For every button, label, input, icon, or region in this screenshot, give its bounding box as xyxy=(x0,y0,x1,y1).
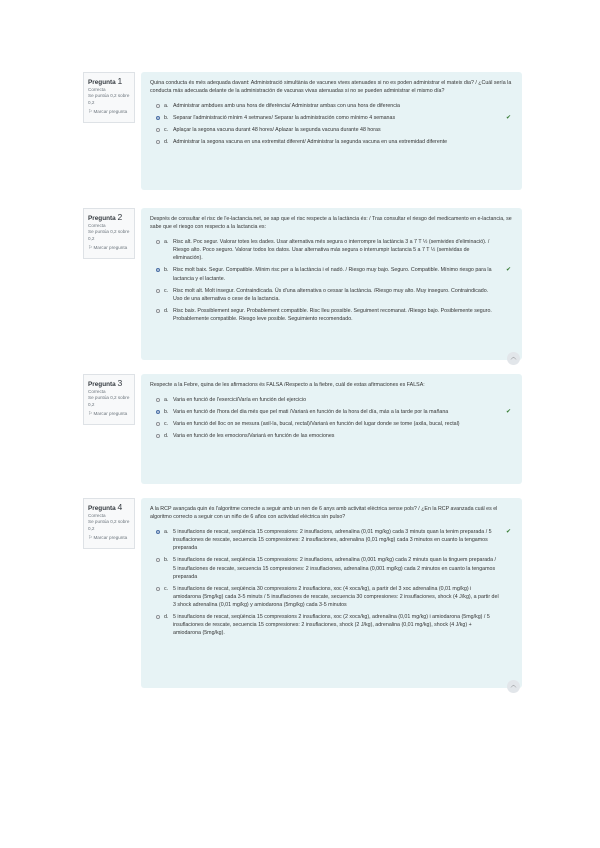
flag-icon: ⚐ xyxy=(88,411,93,418)
radio-button[interactable] xyxy=(156,140,160,144)
collapse-button[interactable] xyxy=(507,352,520,365)
check-icon: ✔ xyxy=(505,409,511,416)
check-icon: ✔ xyxy=(505,267,511,274)
question-status: Correcta xyxy=(88,389,106,394)
radio-button[interactable] xyxy=(156,268,160,272)
answer-option[interactable]: b. Varia en funció de l'hora del dia més que pel mati /Variará en función de la hora del día, más a la tarde por la mañana ✔ xyxy=(150,408,513,416)
check-icon: ✔ xyxy=(505,529,511,536)
question-content xyxy=(141,374,522,484)
question-text: Quina conducta és més adequada davant: Administració simultània de vacunes vives atenuades si no es poden administrar el mateix dia? / ¿Cuál sería la conducta más adecuada delante de la administración de vacunas vivas atenuadas si no se pueden administrar el mismo día? xyxy=(150,80,512,95)
answer-option[interactable]: a. Administrar ambdues amb una hora de diferència/ Administrar ambas con una hora de diferencia xyxy=(150,102,513,110)
answer-option[interactable]: a. Risc alt. Poc segur. Valorar totes les dades. Usar alternativa més segura o interrompre la lactància 3 a 7 T ½ (semivides d'eliminació). / Riesgo alto. Poco seguro. Valorar todos los datos. Usar alternativa más segura o interrumpir lactancia 5 a 7 T ½ (semividas de eliminación). xyxy=(150,238,513,262)
flag-question-button[interactable]: ⚐Marcar pregunta xyxy=(88,245,128,252)
answer-list xyxy=(150,528,513,637)
radio-button[interactable] xyxy=(156,240,160,244)
radio-button[interactable] xyxy=(156,587,160,591)
answer-option[interactable]: c. 5 insuflacions de rescat, seqüència 30 compressions 2 insuflacions, xoc (4 xocs/kg), a partir del 3 xoc adrenalina (0,01 mg/kg) i amiodarona (5mg/kg) cada 3-5 minuts / 5 insuflaciones de rescate, secuencia 30 compresiones: 2 insuflaciones, shock (4 J/kg), a partir del 3 shock adrenalina (0,01 mg/kg) y amiodarona (5mg/kg) cada 3-5 minutos xyxy=(150,585,513,609)
question-content xyxy=(141,72,522,190)
radio-button[interactable] xyxy=(156,530,160,534)
question-text: A la RCP avançada quin és l'algoritme correcte a seguir amb un nen de 6 anys amb activitat elèctrica sense pols? / ¿En la RCP avanzada cuál es el algoritmo correcto a seguir con un niño de 6 años con actividad eléctrica sin pulso? xyxy=(150,506,498,521)
question-4 xyxy=(83,498,522,688)
radio-button[interactable] xyxy=(156,309,160,313)
check-icon: ✔ xyxy=(505,115,511,122)
radio-button[interactable] xyxy=(156,615,160,619)
question-score: Se puntúa 0,2 sobre 0,2 xyxy=(88,395,130,407)
flag-question-button[interactable]: ⚐Marcar pregunta xyxy=(88,109,128,116)
answer-list xyxy=(150,102,513,146)
answer-option[interactable]: c. Aplaçar la segona vacuna durant 48 hores/ Aplazar la segunda vacuna durante 48 horas xyxy=(150,126,513,134)
question-info xyxy=(83,374,135,425)
answer-option[interactable]: c. Varia en funció del lloc on se mesura (axil·la, bucal, rectal)/Variará en función del lugar donde se tome (axila, bucal, rectal) xyxy=(150,420,513,428)
question-info xyxy=(83,498,135,549)
radio-button[interactable] xyxy=(156,434,160,438)
question-score: Se puntúa 0,2 sobre 0,2 xyxy=(88,93,130,105)
question-status: Correcta xyxy=(88,223,106,228)
chevron-up-icon: ︿ xyxy=(510,683,517,689)
answer-option[interactable]: c. Risc molt alt. Molt insegur. Contraindicada. Ús d'una alternativa o cessar la lactància. /Riesgo muy alto. Muy inseguro. Contraindicado. Uso de una alternativa o cese de la lactancia. xyxy=(150,287,513,303)
question-number: Pregunta 2 xyxy=(88,212,123,222)
answer-option[interactable]: a. Varia en funció de l'exercici/Varía en función del ejercicio xyxy=(150,396,513,404)
radio-button[interactable] xyxy=(156,558,160,562)
flag-question-button[interactable]: ⚐Marcar pregunta xyxy=(88,535,128,542)
question-score: Se puntúa 0,2 sobre 0,2 xyxy=(88,229,130,241)
answer-option[interactable]: a. 5 insuflacions de rescat, seqüència 15 compressions: 2 insuflacions, adrenalina (0,01 mg/kg) cada 3 minuts quan la tenim preparada / 5 insuflaciones de rescate, secuencia 15 compresiones: 2 insuflaciones, adrenalina (0,01 mg/kg) cada 3 minutos en cuanto la tengamos preparada ✔ xyxy=(150,528,513,552)
question-number: Pregunta 4 xyxy=(88,502,123,512)
question-score: Se puntúa 0,2 sobre 0,2 xyxy=(88,519,130,531)
answer-option[interactable]: b. Separar l'administració mínim 4 setmanes/ Separar la administración como mínimo 4 semanas ✔ xyxy=(150,114,513,122)
answer-list xyxy=(150,238,513,323)
flag-question-button[interactable]: ⚐Marcar pregunta xyxy=(88,411,128,418)
chevron-up-icon: ︿ xyxy=(510,355,517,361)
question-number: Pregunta 3 xyxy=(88,378,123,388)
flag-icon: ⚐ xyxy=(88,109,93,116)
question-3 xyxy=(83,374,522,484)
radio-button[interactable] xyxy=(156,104,160,108)
question-info xyxy=(83,208,135,259)
answer-option[interactable]: b. Risc molt baix. Segur. Compatible. Mínim risc per a la lactància i el nadó. / Riesgo muy bajo. Seguro. Compatible. Mínimo riesgo para la lactancia y el lactante. ✔ xyxy=(150,266,513,282)
question-content xyxy=(141,208,522,360)
answer-option[interactable]: d. Varia en funció de les emocions/Variará en función de las emociones xyxy=(150,432,513,440)
question-status: Correcta xyxy=(88,87,106,92)
question-1 xyxy=(83,72,522,190)
question-2 xyxy=(83,208,522,360)
radio-button[interactable] xyxy=(156,422,160,426)
answer-list xyxy=(150,396,513,440)
question-content xyxy=(141,498,522,688)
question-text: Després de consultar el risc de l'e-lactancia.net, se sap que el risc respecte a la lactància és: / Tras consultar el riesgo del medicamento en e-lactancia, se sabe que el riesgo con respecto a la lactancia es: xyxy=(150,216,512,231)
radio-button[interactable] xyxy=(156,410,160,414)
question-info xyxy=(83,72,135,123)
answer-option[interactable]: d. Administrar la segona vacuna en una extremitat diferent/ Administrar la segunda vacuna en una extremidad diferente xyxy=(150,138,513,146)
flag-icon: ⚐ xyxy=(88,535,93,542)
collapse-button[interactable] xyxy=(507,680,520,693)
question-number: Pregunta 1 xyxy=(88,76,123,86)
question-text: Respecte a la Febre, quina de les afirmacions és FALSA /Respecto a la fiebre, cuál de estas afirmaciones es FALSA: xyxy=(150,382,425,388)
answer-option[interactable]: b. 5 insuflacions de rescat, seqüència 15 compressions: 2 insuflacions, adrenalina (0,001 mg/kg) cada 2 minuts quan la tinguem preparada / 5 insuflaciones de rescate, secuencia 15 compresiones: 2 insuflaciones, adrenalina (0,001 mg/kg) cada 2 minutos en cuanto la tengamos preparada xyxy=(150,556,513,580)
flag-icon: ⚐ xyxy=(88,245,93,252)
answer-option[interactable]: d. Risc baix. Possiblement segur. Probablement compatible. Risc lleu possible. Seguiment recomanat. /Riesgo bajo. Posiblemente seguro. Probablemente compatible. Riesgo leve posible. Seguimiento recomendado. xyxy=(150,307,513,323)
question-status: Correcta xyxy=(88,513,106,518)
answer-option[interactable]: d. 5 insuflacions de rescat, seqüència 15 compressions 2 insuflacions, xoc (2 xocs/kg), adrenalina (0,01 mg/kg) i amiodarona (5mg/kg) / 5 insuflaciones de rescate, secuencia 15 compresiones: 2 insuflaciones, shock (2 J/kg), adrenalina (0,01 mg/kg), shock (4 J/kg) + amiodarona (5mg/kg). xyxy=(150,613,513,637)
radio-button[interactable] xyxy=(156,289,160,293)
radio-button[interactable] xyxy=(156,128,160,132)
radio-button[interactable] xyxy=(156,116,160,120)
radio-button[interactable] xyxy=(156,398,160,402)
